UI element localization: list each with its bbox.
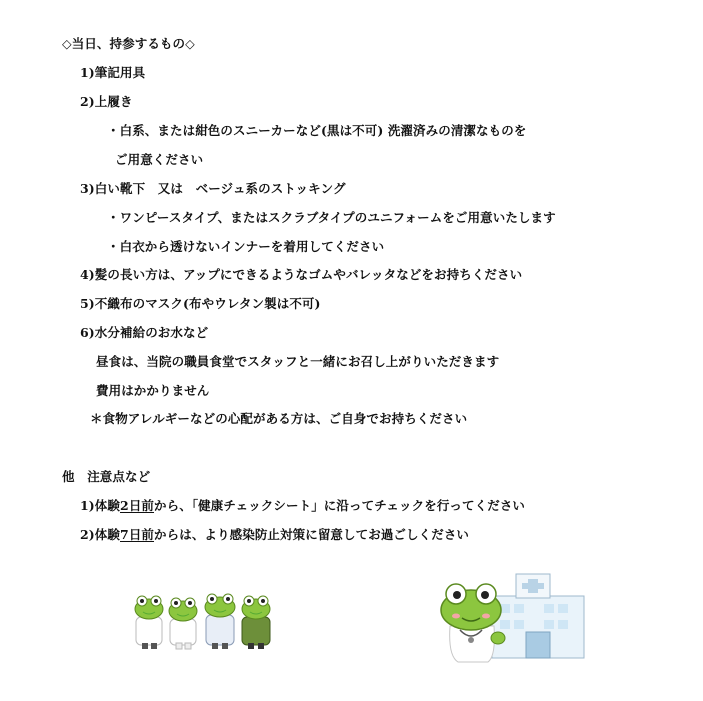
hospital-building [492, 574, 584, 658]
lunch-note-b: 費用はかかりません [96, 383, 210, 398]
notes-item-2-suffix: からは、より感染防止対策に留意してお過ごしください [154, 527, 470, 542]
allergy-note: ＊食物アレルギーなどの心配がある方は、ご自身でお持ちください [90, 411, 468, 426]
frog-nurse [169, 598, 197, 649]
notes-item-1 [80, 498, 525, 514]
bring-item-6: 6)水分補給のお水など [80, 325, 209, 340]
frog-doctor-1 [135, 596, 163, 649]
frog-staff-4 [242, 596, 270, 649]
notes-item-1-emphasis: 2日前 [120, 498, 155, 513]
bring-item-3-note-a: ・ワンピースタイプ、またはスクラブタイプのユニフォームをご用意いたします [107, 210, 556, 225]
bring-item-3: 3)白い靴下 又は ベージュ系のストッキング [80, 181, 346, 196]
notes-heading: 他 注意点など [62, 469, 151, 484]
bring-item-2-note-a: ・白系、または紺色のスニーカーなど(黒は不可) 洗濯済みの清潔なものを [107, 123, 527, 138]
bring-item-2-note-b: ご用意ください [115, 152, 204, 167]
notes-item-1-suffix: から、「健康チェックシート」に沿ってチェックを行ってください [154, 498, 526, 513]
bring-item-1: 1)筆記用具 [80, 65, 146, 80]
bring-item-3-note-b: ・白衣から透けないインナーを着用してください [107, 239, 385, 254]
bring-item-4: 4)髪の長い方は、アップにできるようなゴムやバレッタなどをお持ちください [80, 267, 523, 282]
frog-staff-3 [205, 594, 235, 649]
notes-item-2-emphasis: 7日前 [120, 527, 155, 542]
notes-item-1-prefix: 1)体験 [80, 498, 121, 513]
notes-item-2 [80, 527, 469, 543]
bring-item-5: 5)不織布のマスク(布やウレタン製は不可) [80, 296, 321, 311]
frog-staff-illustration [130, 593, 278, 651]
bring-item-2: 2)上履き [80, 94, 133, 109]
frog-hospital-illustration [436, 570, 588, 666]
lunch-note-a: 昼食は、当院の職員食堂でスタッフと一緒にお召し上がりいただきます [96, 354, 500, 369]
notes-item-2-prefix: 2)体験 [80, 527, 121, 542]
bring-heading: ◇当日、持参するもの◇ [62, 36, 195, 51]
